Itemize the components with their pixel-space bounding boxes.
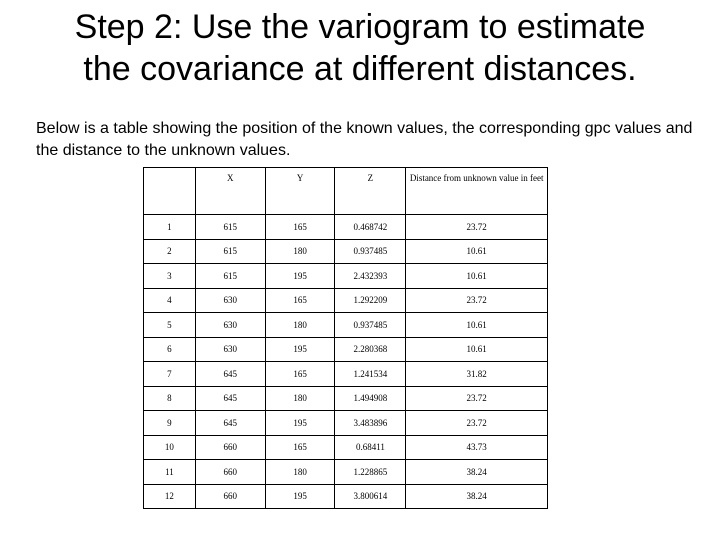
cell-z: 2.432393 — [335, 264, 406, 289]
cell-z: 3.800614 — [335, 484, 406, 509]
table-row — [144, 484, 548, 509]
cell-index: 5 — [144, 313, 196, 338]
header-index — [144, 168, 196, 215]
cell-z: 3.483896 — [335, 411, 406, 436]
cell-distance: 23.72 — [406, 288, 548, 313]
cell-distance: 10.61 — [406, 239, 548, 264]
table-row — [144, 264, 548, 289]
cell-index: 3 — [144, 264, 196, 289]
cell-y: 195 — [265, 264, 335, 289]
table-row — [144, 337, 548, 362]
table-row — [144, 435, 548, 460]
header-z: Z — [335, 168, 406, 215]
cell-y: 195 — [265, 411, 335, 436]
cell-x: 630 — [195, 288, 265, 313]
cell-y: 195 — [265, 337, 335, 362]
cell-distance: 38.24 — [406, 484, 548, 509]
cell-y: 180 — [265, 460, 335, 485]
table-row — [144, 313, 548, 338]
cell-x: 615 — [195, 264, 265, 289]
slide-title-line-1: Step 2: Use the variogram to estimate — [74, 8, 646, 46]
table-row — [144, 411, 548, 436]
cell-index: 12 — [144, 484, 196, 509]
table-row — [144, 460, 548, 485]
cell-z: 0.937485 — [335, 239, 406, 264]
cell-z: 0.468742 — [335, 215, 406, 240]
cell-x: 615 — [195, 239, 265, 264]
cell-y: 165 — [265, 288, 335, 313]
cell-y: 195 — [265, 484, 335, 509]
table-row — [144, 386, 548, 411]
cell-distance: 23.72 — [406, 215, 548, 240]
header-y: Y — [265, 168, 335, 215]
cell-distance: 23.72 — [406, 386, 548, 411]
table-row — [144, 215, 548, 240]
table-row — [144, 288, 548, 313]
known-values-table — [143, 167, 548, 509]
header-x: X — [195, 168, 265, 215]
cell-index: 10 — [144, 435, 196, 460]
cell-y: 180 — [265, 386, 335, 411]
cell-index: 7 — [144, 362, 196, 387]
slide-title-line-2: the covariance at different distances. — [83, 50, 637, 88]
cell-x: 660 — [195, 435, 265, 460]
slide-title — [0, 6, 720, 90]
cell-y: 165 — [265, 215, 335, 240]
cell-index: 6 — [144, 337, 196, 362]
cell-x: 615 — [195, 215, 265, 240]
cell-index: 9 — [144, 411, 196, 436]
cell-distance: 10.61 — [406, 264, 548, 289]
cell-distance: 38.24 — [406, 460, 548, 485]
cell-index: 11 — [144, 460, 196, 485]
cell-distance: 31.82 — [406, 362, 548, 387]
cell-z: 2.280368 — [335, 337, 406, 362]
cell-x: 645 — [195, 411, 265, 436]
header-distance: Distance from unknown value in feet — [406, 168, 548, 215]
cell-index: 2 — [144, 239, 196, 264]
cell-distance: 10.61 — [406, 337, 548, 362]
cell-x: 660 — [195, 484, 265, 509]
cell-z: 1.292209 — [335, 288, 406, 313]
cell-y: 165 — [265, 362, 335, 387]
table-header-row — [144, 168, 548, 215]
intro-paragraph: Below is a table showing the position of the known values, the corresponding gpc values and the distance to the unknown values. — [36, 120, 693, 159]
table-row — [144, 362, 548, 387]
cell-index: 4 — [144, 288, 196, 313]
cell-y: 180 — [265, 239, 335, 264]
table-row — [144, 239, 548, 264]
cell-x: 645 — [195, 362, 265, 387]
cell-y: 165 — [265, 435, 335, 460]
cell-z: 1.241534 — [335, 362, 406, 387]
cell-y: 180 — [265, 313, 335, 338]
cell-x: 630 — [195, 337, 265, 362]
cell-distance: 10.61 — [406, 313, 548, 338]
cell-x: 660 — [195, 460, 265, 485]
cell-x: 645 — [195, 386, 265, 411]
cell-z: 1.228865 — [335, 460, 406, 485]
cell-z: 1.494908 — [335, 386, 406, 411]
cell-index: 1 — [144, 215, 196, 240]
cell-distance: 23.72 — [406, 411, 548, 436]
cell-distance: 43.73 — [406, 435, 548, 460]
cell-index: 8 — [144, 386, 196, 411]
cell-z: 0.937485 — [335, 313, 406, 338]
cell-x: 630 — [195, 313, 265, 338]
cell-z: 0.68411 — [335, 435, 406, 460]
